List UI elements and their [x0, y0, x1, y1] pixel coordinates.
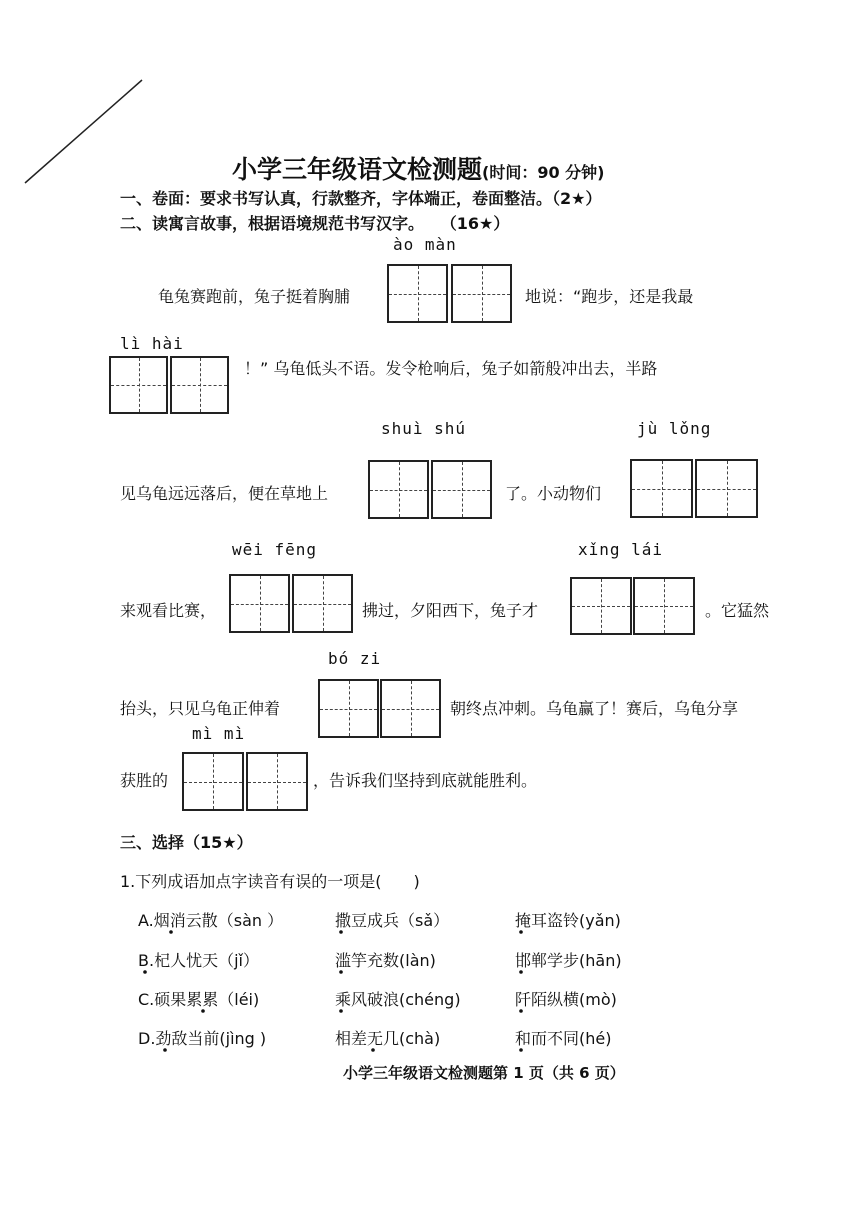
text-line-3a: 见乌龟远远落后，便在草地上: [120, 484, 329, 503]
option-b-1: B.杞人忧天（jǐ）: [138, 951, 259, 970]
pinyin-shui-shu: shuì shú: [381, 419, 467, 438]
text-line-6a: 获胜的: [120, 771, 169, 790]
text-line-4b: 拂过，夕阳西下，兔子才: [362, 601, 539, 620]
option-c-3: 阡陌纵横(mò): [515, 990, 617, 1009]
pinyin-ju-long: jù lǒng: [637, 419, 712, 438]
title-main: 小学三年级语文检测题: [232, 155, 483, 184]
pinyin-li-hai: lì hài: [120, 334, 184, 353]
text-line-1b: 地说：“跑步，还是我最: [525, 287, 694, 306]
option-a-1: A.烟消云散（sàn ）: [138, 911, 284, 930]
pinyin-bo-zi: bó zi: [328, 649, 382, 668]
question-1: 1.下列成语加点字读音有误的一项是( ): [120, 872, 420, 891]
section1-heading: 一、卷面：要求书写认真，行款整齐，字体端正，卷面整洁。（2★）: [120, 189, 602, 208]
option-a-3: 掩耳盗铃(yǎn): [515, 911, 621, 930]
option-a-2: 撒豆成兵（sǎ）: [335, 911, 450, 930]
text-line-5b: 朝终点冲刺。乌龟赢了！赛后，乌龟分享: [450, 699, 739, 718]
section2-label: 二、读寓言故事，根据语境规范书写汉字。: [120, 214, 425, 233]
text-line-4a: 来观看比赛，: [120, 601, 217, 620]
text-line-2: ！” 乌龟低头不语。发令枪响后，兔子如箭般冲出去，半路: [244, 359, 658, 378]
option-c-1: C.硕果累累（léi): [138, 990, 260, 1009]
pinyin-wei-feng: wēi fēng: [232, 540, 318, 559]
text-line-3b: 了。小动物们: [505, 484, 602, 503]
option-b-3: 邯郸学步(hān): [515, 951, 622, 970]
section3-heading: 三、选择（15★）: [120, 833, 253, 852]
text-line-5a: 抬头，只见乌龟正伸着: [120, 699, 281, 718]
option-d-1: D.劲敌当前(jìng ): [138, 1029, 267, 1048]
pinyin-xing-lai: xǐng lái: [578, 540, 664, 559]
section2-score: （16★）: [440, 214, 510, 233]
pinyin-mi-mi: mì mì: [192, 724, 246, 743]
page-footer: 小学三年级语文检测题第 1 页（共 6 页）: [343, 1064, 625, 1082]
text-line-4c: 。它猛然: [705, 601, 770, 620]
option-d-3: 和而不同(hé): [515, 1029, 612, 1048]
option-d-2: 相差无几(chà): [335, 1029, 441, 1048]
text-line-6b: ，告诉我们坚持到底就能胜利。: [313, 771, 538, 790]
option-b-2: 滥竽充数(làn): [335, 951, 436, 970]
option-c-2: 乘风破浪(chéng): [335, 990, 461, 1009]
pinyin-ao-man: ào màn: [393, 235, 457, 254]
text-line-1a: 龟兔赛跑前，兔子挺着胸脯: [158, 287, 351, 306]
title-time: (时间：90 分钟): [482, 163, 605, 182]
